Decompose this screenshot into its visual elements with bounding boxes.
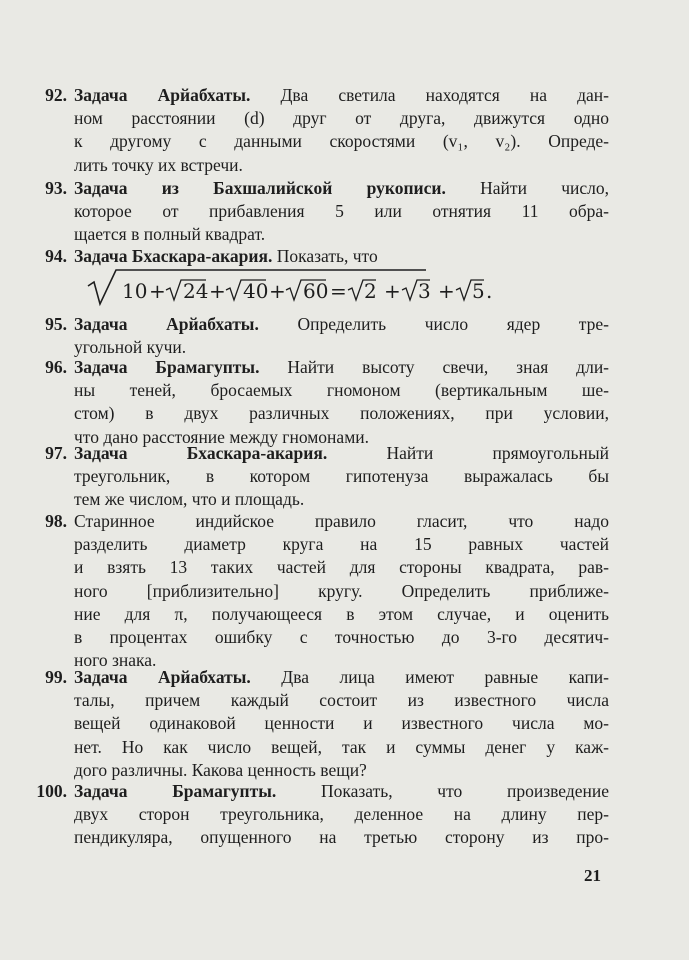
problem-title: Задача из Бахшалийской рукописи. xyxy=(74,178,446,198)
problem-text: и взять 13 таких частей для стороны квадрата, рав- xyxy=(74,557,609,578)
equals-sign: = xyxy=(330,279,347,303)
problem-text: дого различны. Какова ценность вещи? xyxy=(74,759,367,780)
problem-number: 93. xyxy=(45,178,67,198)
problem-text: треугольник, в котором гипотенуза выражалась бы xyxy=(74,466,609,487)
problem-99 xyxy=(45,666,610,782)
problem-100 xyxy=(36,780,609,850)
problem-text: пендикуляра, опущенного на третью сторону из про- xyxy=(74,827,609,848)
problem-text: ние для π, получающееся в этом случае, и оценить xyxy=(74,603,609,624)
problem-number: 95. xyxy=(45,314,67,334)
radicand: 40 xyxy=(243,279,269,303)
problem-98 xyxy=(45,510,609,672)
radicand: 10 xyxy=(122,279,148,303)
problem-text: Показать, что xyxy=(276,246,378,266)
problem-number: 98. xyxy=(45,511,67,531)
problem-number: 92. xyxy=(45,85,67,105)
problem-text: лить точку их встречи. xyxy=(74,154,243,175)
problem-text: ном расстоянии (d) друг от друга, движутся одно xyxy=(74,108,609,129)
problem-text: тем же числом, что и площадь. xyxy=(74,489,305,510)
plus-sign: + xyxy=(149,279,166,303)
problem-number: 97. xyxy=(45,443,67,463)
problem-text: к другому с данными скоростями (v₁, v₂). Опреде- xyxy=(74,131,609,152)
problem-text: Два светила находятся на дан- xyxy=(280,85,610,105)
problem-text: Найти число, xyxy=(480,178,610,198)
radicand: 60 xyxy=(303,279,329,303)
problem-97 xyxy=(45,442,609,512)
plus-sign: + xyxy=(384,279,401,303)
problem-title: Задача Арйабхаты. xyxy=(74,314,259,334)
plus-sign: + xyxy=(209,279,226,303)
problem-text: ного [приблизительно] кругу. Определить приближе- xyxy=(74,580,609,601)
problem-text: щается в полный квадрат. xyxy=(74,224,266,245)
problem-text: ного знака. xyxy=(74,650,157,671)
problem-96 xyxy=(45,356,610,449)
problem-text: ны теней, бросаемых гномоном (вертикальным ше- xyxy=(74,380,609,401)
problem-94 xyxy=(45,245,609,268)
problem-92 xyxy=(45,84,610,177)
plus-sign: + xyxy=(438,279,455,303)
problem-number: 94. xyxy=(45,246,67,266)
problem-93 xyxy=(45,177,610,247)
problem-95 xyxy=(45,313,609,359)
problem-text: талы, причем каждый состоит из известного числа xyxy=(74,690,609,711)
problem-text: Найти высоту свечи, зная дли- xyxy=(287,357,610,377)
problem-title: Задача Арйабхаты. xyxy=(74,667,251,687)
problem-title: Задача Бхаскара-акария. xyxy=(74,246,273,266)
problem-text: что дано расстояние между гномонами. xyxy=(74,426,370,447)
problem-text: двух сторон треугольника, деленное на длину пер- xyxy=(74,804,609,825)
problem-text: нет. Но как число вещей, так и суммы денег у каж- xyxy=(74,736,609,757)
radicand: 3 xyxy=(418,279,431,303)
problem-text: Определить число ядер тре- xyxy=(297,314,609,334)
problem-text: Найти прямоугольный xyxy=(386,443,609,463)
problem-title: Задача Брамагупты. xyxy=(74,357,260,377)
problem-number: 99. xyxy=(45,667,67,687)
radical-formula xyxy=(86,268,546,308)
problem-title: Задача Арйабхаты. xyxy=(74,85,251,105)
problem-text: стом) в двух различных положениях, при условии, xyxy=(74,403,609,424)
problem-number: 96. xyxy=(45,357,67,377)
plus-sign: + xyxy=(269,279,286,303)
problem-title: Задача Брамагупты. xyxy=(74,781,277,801)
problem-text: Два лица имеют равные капи- xyxy=(281,667,610,687)
problem-number: 100. xyxy=(36,781,67,801)
problem-text: разделить диаметр круга на 15 равных частей xyxy=(74,534,609,555)
problem-text: угольной кучи. xyxy=(74,337,187,358)
problem-text: которое от прибавления 5 или отнятия 11 обра- xyxy=(74,201,609,222)
radicand: 24 xyxy=(183,279,209,303)
problem-title: Задача Бхаскара-акария. xyxy=(74,443,328,463)
radicand: 2 xyxy=(364,279,377,303)
problem-text: Старинное индийское правило гласит, что надо xyxy=(74,511,609,531)
page-number: 21 xyxy=(584,866,601,885)
problem-text: вещей одинаковой ценности и известного числа мо- xyxy=(74,713,609,734)
problem-text: Показать, что произведение xyxy=(320,781,609,801)
period: . xyxy=(486,279,493,303)
radicand: 5 xyxy=(472,279,485,303)
problem-text: в процентах ошибку с точностью до 3-го десятич- xyxy=(74,627,609,648)
